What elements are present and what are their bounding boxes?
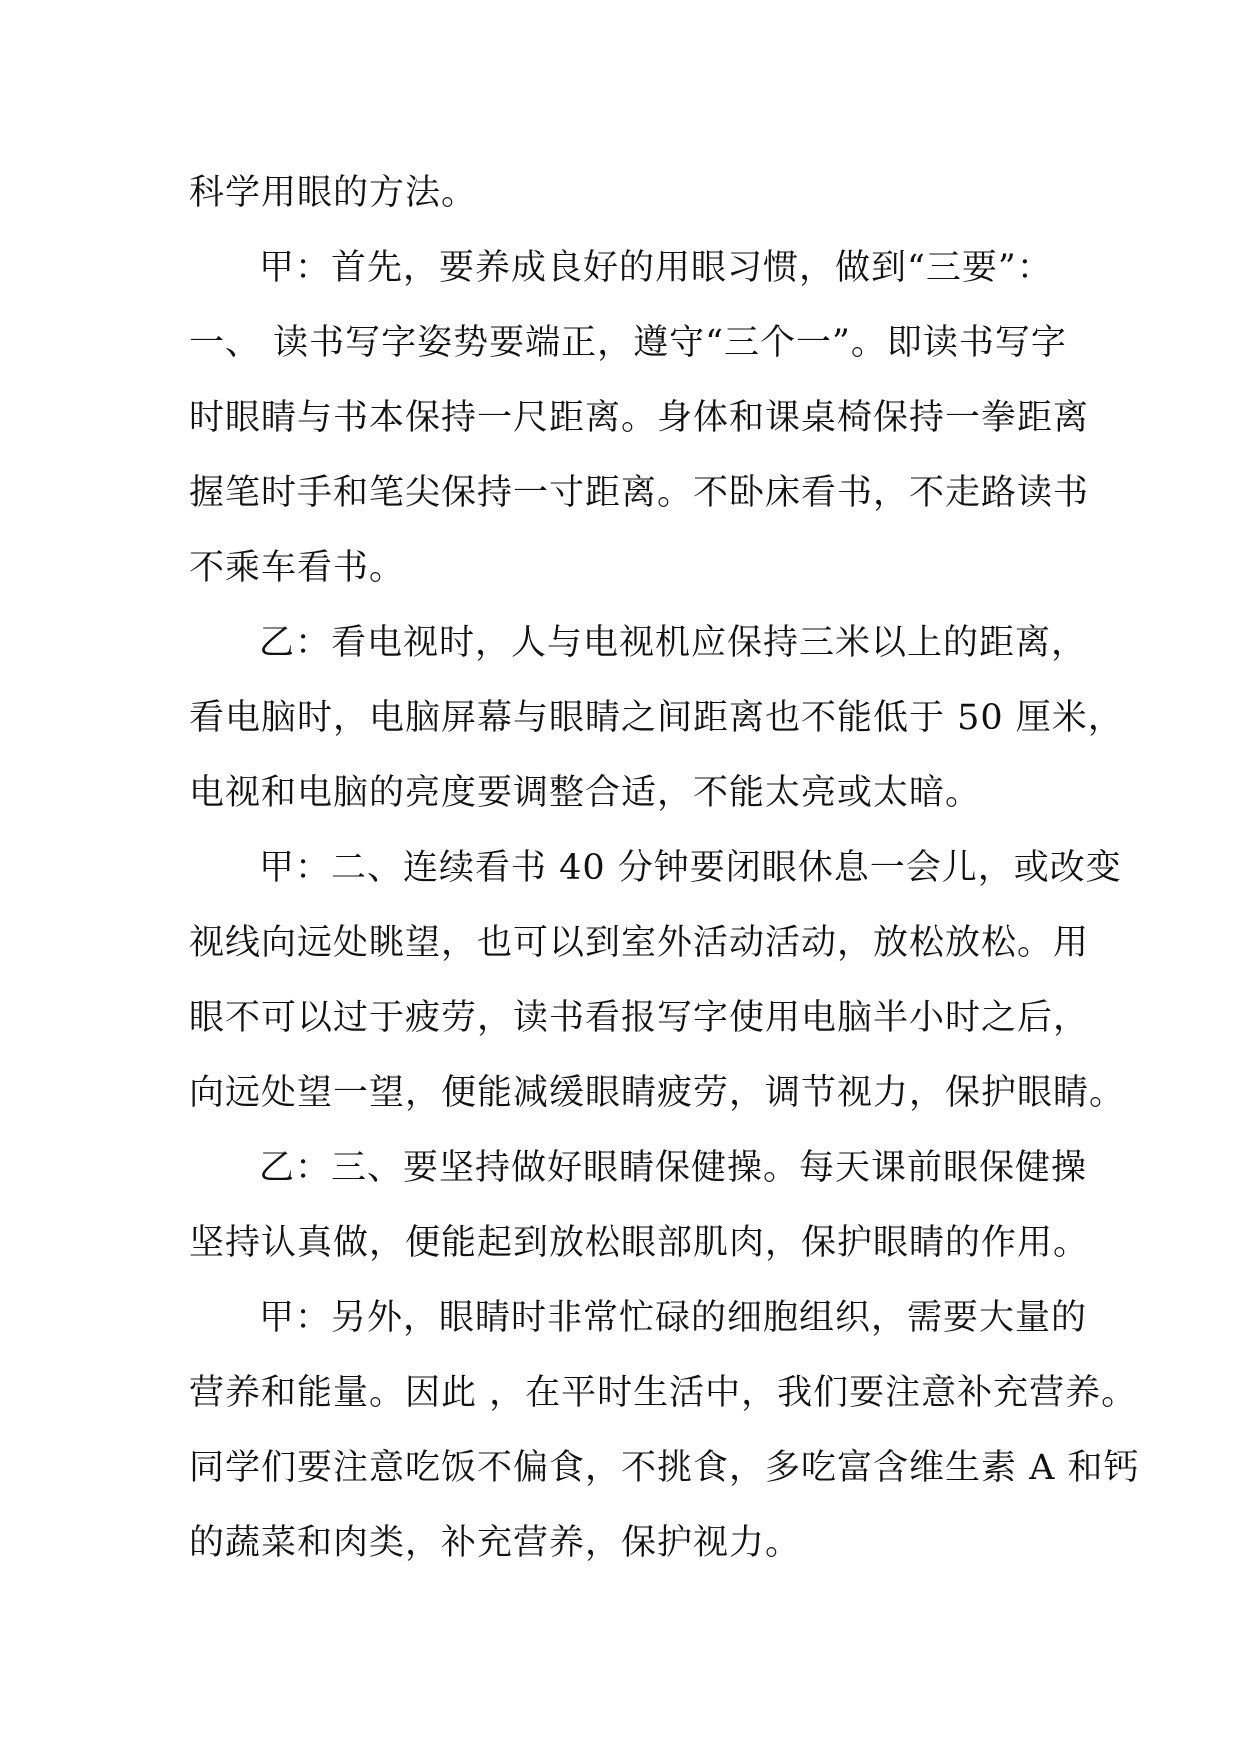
text-line: 甲：二、连续看书 40 分钟要闭眼休息一会儿，或改变 bbox=[259, 848, 1122, 888]
text-line: 不乘车看书。 bbox=[189, 548, 406, 588]
text-line: 时眼睛与书本保持一尺距离。身体和课桌椅保持一拳距离 bbox=[189, 398, 1090, 438]
text-line: 甲：首先，要养成良好的用眼习惯，做到“三要”： bbox=[259, 248, 1053, 288]
text-line: 一、 读书写字姿势要端正，遵守“三个一”。即读书写字 bbox=[189, 323, 1067, 363]
text-line: 眼不可以过于疲劳，读书看报写字使用电脑半小时之后， bbox=[189, 998, 1090, 1038]
text-line: 视线向远处眺望，也可以到室外活动活动，放松放松。用 bbox=[189, 923, 1090, 963]
text-line: 甲：另外，眼睛时非常忙碌的细胞组织，需要大量的 bbox=[259, 1298, 1088, 1338]
text-line: 电视和电脑的亮度要调整合适，不能太亮或太暗。 bbox=[189, 773, 982, 813]
text-line: 科学用眼的方法。 bbox=[189, 173, 478, 213]
text-line: 营养和能量。因此 ，在平时生活中，我们要注意补充营养。 bbox=[189, 1373, 1138, 1413]
text-line: 看电脑时，电脑屏幕与眼睛之间距离也不能低于 50 厘米， bbox=[189, 698, 1124, 738]
text-line: 乙：看电视时，人与电视机应保持三米以上的距离， bbox=[259, 623, 1088, 663]
text-line: 握笔时手和笔尖保持一寸距离。不卧床看书，不走路读书 bbox=[189, 473, 1090, 513]
text-line: 乙：三、要坚持做好眼睛保健操。每天课前眼保健操 bbox=[259, 1148, 1088, 1188]
text-line: 向远处望一望，便能减缓眼睛疲劳，调节视力，保护眼睛。 bbox=[189, 1073, 1126, 1113]
text-line: 同学们要注意吃饭不偏食，不挑食，多吃富含维生素 A 和钙 bbox=[189, 1448, 1140, 1488]
text-line: 坚持认真做，便能起到放松眼部肌肉，保护眼睛的作用。 bbox=[189, 1223, 1090, 1263]
text-line: 的蔬菜和肉类，补充营养，保护视力。 bbox=[189, 1523, 802, 1563]
